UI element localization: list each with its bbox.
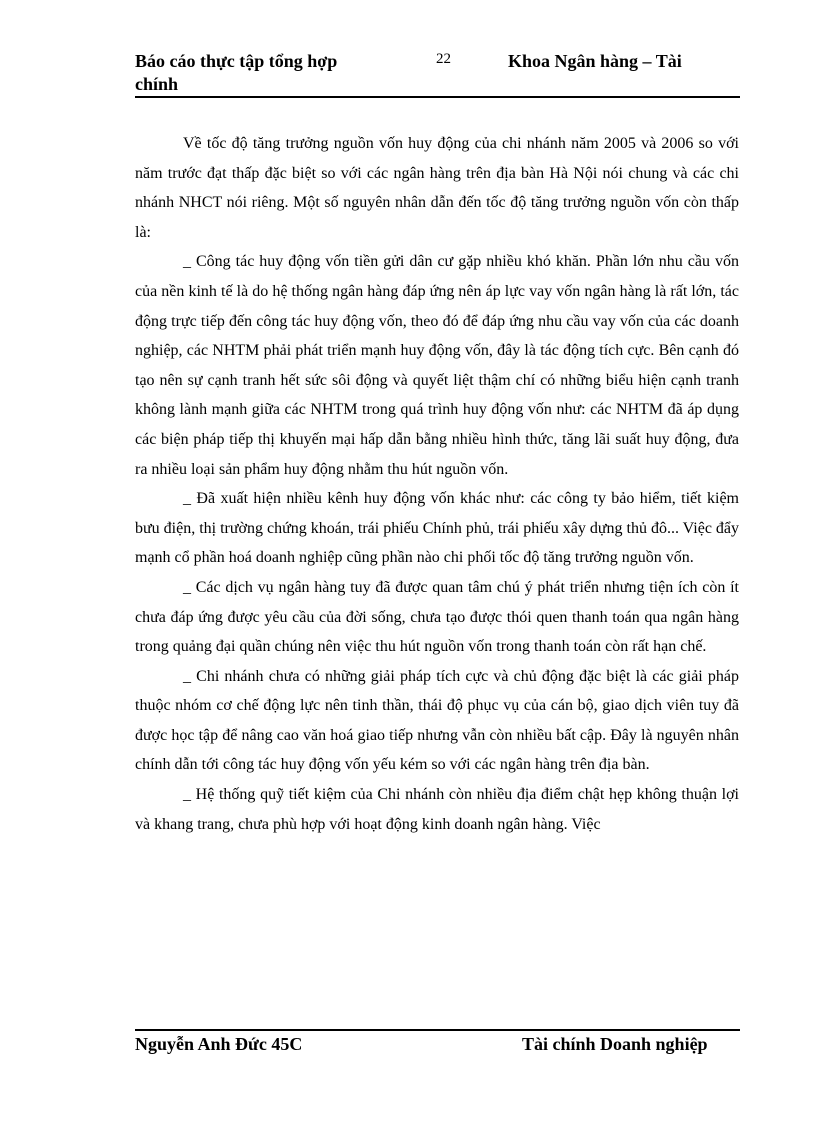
paragraph-banking-services: _ Các dịch vụ ngân hàng tuy đã được quan tâm chú ý phát triển nhưng tiện ích còn ít chưa đáp ứng được yêu cầu của đời sống, chưa tạo được thói quen thanh toán qua ngân hàng trong quảng đại quần chúng nên việc thu hút nguồn vốn trong thanh toán còn rất hạn chế. [135,578,739,656]
body-text [135,129,739,839]
header-report-title: Báo cáo thực tập tổng hợp chính [135,51,338,94]
page-number: 22 [436,51,451,67]
paragraph-deposit-mobilization: _ Công tác huy động vốn tiền gửi dân cư gặp nhiều khó khăn. Phần lớn nhu cầu vốn của nền kinh tế là do hệ thống ngân hàng đáp ứng nên áp lực vay vốn ngân hàng là rất lớn, tác động trực tiếp đến công tác huy động vốn, theo đó để đáp ứng nhu cầu vay vốn của các doanh nghiệp, các NHTM phải phát triển mạnh huy động vốn, đây là tác động tích cực. Bên cạnh đó tạo nên sự cạnh tranh hết sức sôi động và quyết liệt thậm chí có những biểu hiện cạnh tranh không lành mạnh giữa các NHTM trong quá trình huy động vốn như: các NHTM đã áp dụng các biện pháp tiếp thị khuyến mại hấp dẫn bằng nhiều hình thức, tăng lãi suất huy động, đưa ra nhiều loại sản phẩm huy động nhằm thu hút nguồn vốn. [135,253,739,478]
footer-divider [135,1029,740,1031]
paragraph-savings-network: _ Hệ thống quỹ tiết kiệm của Chi nhánh còn nhiều địa điểm chật hẹp không thuận lợi và khang trang, chưa phù hợp với hoạt động kinh doanh ngân hàng. Việc [135,786,739,833]
paragraph-branch-solutions: _ Chi nhánh chưa có những giải pháp tích cực và chủ động đặc biệt là các giải pháp thuộc nhóm cơ chế động lực nên tinh thần, thái độ phục vụ của cán bộ, giao dịch viên tuy đã được học tập để nâng cao văn hoá giao tiếp nhưng vẫn còn nhiều bất cập. Đây là nguyên nhân chính dẫn tới công tác huy động vốn yếu kém so với các ngân hàng trên địa bàn. [135,667,739,774]
paragraph-other-channels: _ Đã xuất hiện nhiều kênh huy động vốn khác như: các công ty bảo hiểm, tiết kiệm bưu điện, thị trường chứng khoán, trái phiếu Chính phủ, trái phiếu xây dựng thủ đô... Việc đẩy mạnh cổ phần hoá doanh nghiệp cũng phần nào chi phối tốc độ tăng trưởng nguồn vốn. [135,490,740,567]
header-faculty: Khoa Ngân hàng – Tài [508,51,682,71]
footer-author: Nguyễn Anh Đức 45C [135,1034,303,1054]
header-divider [135,96,740,98]
footer-major: Tài chính Doanh nghiệp [522,1034,708,1054]
paragraph-intro: Về tốc độ tăng trưởng nguồn vốn huy động của chi nhánh năm 2005 và 2006 so với năm trước đạt thấp đặc biệt so với các ngân hàng trên địa bàn Hà Nội nói chung và các chi nhánh NHCT nói riêng. Một số nguyên nhân dẫn đến tốc độ tăng trưởng nguồn vốn còn thấp là: [135,135,739,241]
